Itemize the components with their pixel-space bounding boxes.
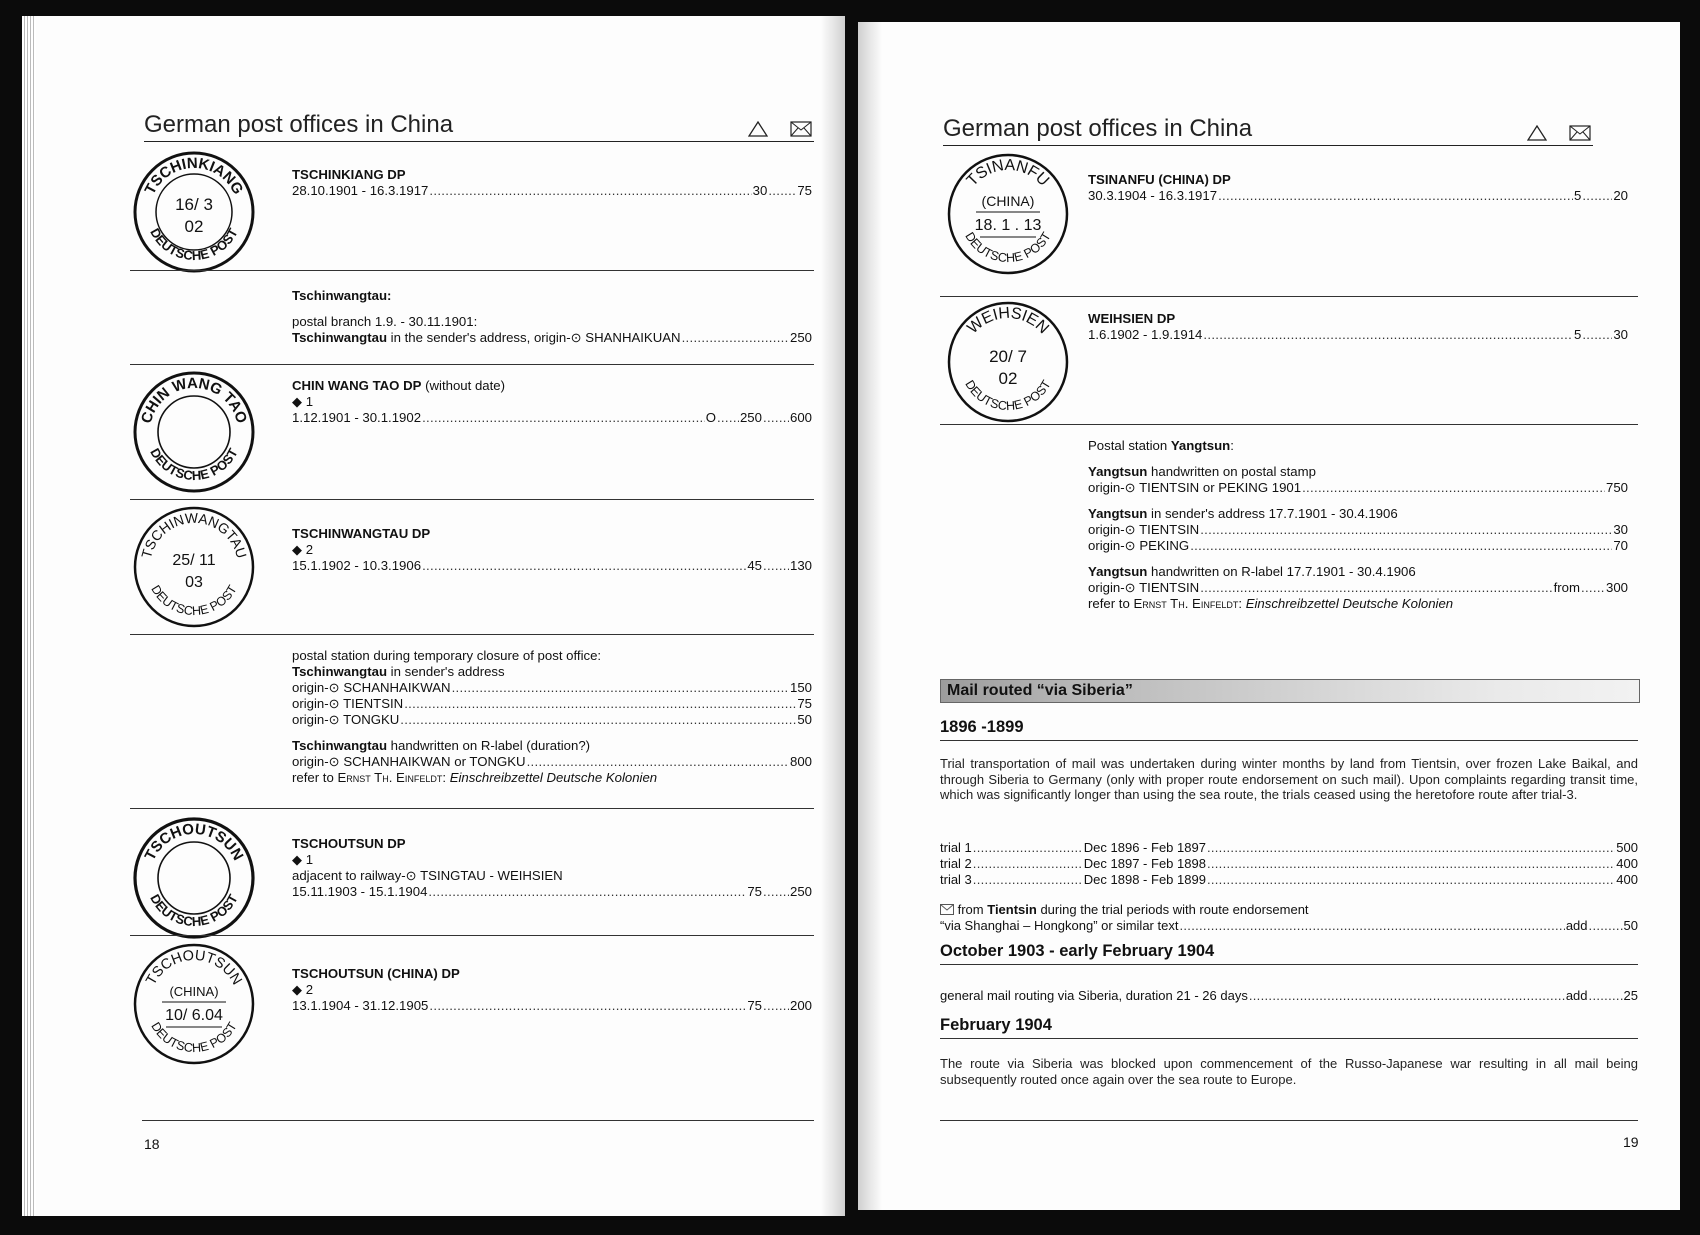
place-name: Tschinwangtau: [292, 330, 388, 345]
trial-row: [940, 840, 1638, 856]
place-note: handwritten on postal stamp: [1147, 464, 1316, 479]
date-range: 15.1.1902 - 10.3.1906: [292, 558, 422, 573]
price-line: [292, 712, 812, 728]
envelope-icon: [940, 904, 954, 915]
price-unused: O: [705, 410, 716, 425]
divider: [130, 935, 814, 936]
page-number: 18: [144, 1136, 160, 1152]
postmark-date: 20/ 7: [989, 347, 1027, 366]
section-heading-siberia: [940, 679, 1640, 703]
routing-text: general mail routing via Siberia, duration 21 - 26 days: [940, 988, 1248, 1003]
ref-prefix: refer to: [1088, 596, 1134, 611]
place-name: Yangtsun: [1170, 438, 1231, 453]
postmark-tschinwangtau: [132, 505, 256, 629]
price-value: 300: [1605, 580, 1628, 595]
date-range: 13.1.1904 - 31.12.1905: [292, 998, 429, 1013]
entry-weihsien: [1088, 311, 1628, 343]
trial-list: [940, 840, 1638, 888]
entry-chin-wang-tao: [292, 378, 812, 426]
price-cover: 5: [1573, 327, 1582, 342]
price-value: 250: [789, 330, 812, 345]
place-name: Tschinwangtau: [292, 738, 388, 753]
entry-tschoutsun: [292, 836, 812, 900]
trial-dates: Dec 1898 - Feb 1899: [1083, 872, 1206, 887]
heading-prefix: Postal station: [1088, 438, 1171, 453]
price-cover: 75: [747, 998, 762, 1013]
postmark-tschinkiang: [132, 150, 256, 274]
spine-shadow: [858, 22, 882, 1210]
divider: [130, 634, 814, 635]
date-range: 1.12.1901 - 30.1.1902: [292, 410, 422, 425]
postmark-date: 18. 1 . 13: [974, 217, 1042, 234]
trial-dates: Dec 1897 - Feb 1898: [1083, 856, 1206, 871]
reference-line: refer to Ernst Th. Einfeldt: Einschreibzettel Deutsche Kolonien: [292, 770, 658, 785]
right-page: [858, 22, 1680, 1210]
postmark-arc-bottom: DEUTSCHE POST: [148, 582, 240, 619]
ref-author: Ernst Th. Einfeldt: [337, 770, 443, 785]
type-marker: ◆ 2: [292, 542, 314, 557]
place-name: Yangtsun: [1088, 564, 1148, 579]
date-range: 28.10.1901 - 16.3.1917: [292, 183, 429, 198]
price-letter: 30: [1613, 327, 1628, 342]
price-value: 500: [1616, 840, 1638, 855]
origin-line: origin-⊙ SCHANHAIKWAN or TONGKU: [292, 754, 526, 769]
price-line: [292, 680, 812, 696]
postmark-arc-top: WEIHSIEN: [964, 304, 1052, 338]
price-value: 70: [1613, 538, 1628, 553]
price-line: [292, 998, 812, 1014]
postmark-arc-bottom: DEUTSCHE POST: [962, 377, 1054, 414]
reference-line: refer to Ernst Th. Einfeldt: Einschreibzettel Deutsche Kolonien: [1088, 596, 1454, 611]
origin-line: origin-⊙ PEKING: [1088, 538, 1190, 553]
price-cover: 250: [739, 410, 762, 425]
price-line: [940, 918, 1638, 934]
subheading-1904: February 1904: [940, 1016, 1638, 1039]
price-value: 400: [1616, 856, 1638, 871]
triangle-icon: [1527, 125, 1547, 141]
ref-prefix: refer to: [292, 770, 338, 785]
entry-tschinkiang: [292, 167, 812, 199]
price-line: [292, 754, 812, 770]
place-name: Tientsin: [987, 902, 1037, 917]
price-value: 150: [789, 680, 812, 695]
postmark-date: 10/ 6.04: [165, 1007, 223, 1024]
ref-author: Ernst Th. Einfeldt: [1133, 596, 1239, 611]
price-cover: 75: [747, 884, 762, 899]
price-line: [292, 558, 812, 574]
date-range: 30.3.1904 - 16.3.1917: [1088, 188, 1218, 203]
price-value: 25: [1623, 988, 1638, 1003]
price-line: [292, 884, 812, 900]
price-line: [292, 330, 812, 346]
footer-rule: [940, 1120, 1638, 1121]
type-marker: ◆ 1: [292, 852, 314, 867]
price-line: [1088, 580, 1628, 596]
env-note: during the trial periods with route endorsement: [1036, 902, 1309, 917]
postmark-weihsien: [946, 300, 1070, 424]
price-value: 800: [789, 754, 812, 769]
price-letter: 200: [789, 998, 812, 1013]
price-value: 50: [1623, 918, 1638, 933]
heading-suffix: :: [1230, 438, 1234, 453]
price-line: [1088, 327, 1628, 343]
postmark-date: 25/ 11: [172, 552, 216, 569]
postmark-arc-bottom: DEUTSCHE POST: [147, 445, 241, 484]
postmark-country: (CHINA): [169, 984, 219, 999]
entry-title: TSINANFU (CHINA) DP: [1088, 172, 1231, 187]
trial-row: [940, 856, 1638, 872]
price-value: 750: [1605, 480, 1628, 495]
env-prefix: from: [954, 902, 988, 917]
trial-label: trial 1: [940, 840, 972, 855]
entry-title: TSCHINKIANG DP: [292, 167, 406, 182]
page-title: German post offices in China: [943, 115, 1253, 142]
entry-tschinwangtau: [292, 526, 812, 574]
env-text: “via Shanghai – Hongkong” or similar text: [940, 918, 1179, 933]
entry-title: TSCHINWANGTAU DP: [292, 526, 431, 541]
place-note: handwritten on R-label (duration?): [387, 738, 591, 753]
intro-line: postal branch 1.9. - 30.11.1901:: [292, 314, 478, 329]
price-letter: 75: [797, 183, 812, 198]
postmark-arc-top: TSCHINWANGTAU: [137, 509, 251, 560]
trial-dates: Dec 1896 - Feb 1897: [1083, 840, 1206, 855]
postmark-date: 16/ 3: [175, 195, 213, 214]
entry-tsinanfu: [1088, 172, 1628, 204]
date-range: 15.11.1903 - 15.1.1904: [292, 884, 428, 899]
divider: [130, 499, 814, 500]
place-note: handwritten on R-label 17.7.1901 - 30.4.1906: [1147, 564, 1416, 579]
price-cover: 5: [1573, 188, 1582, 203]
price-line: [1088, 480, 1628, 496]
endorsement-line: [940, 902, 1638, 934]
divider: [940, 424, 1638, 425]
place-note: in sender's address 17.7.1901 - 30.4.1906: [1147, 506, 1398, 521]
price-cover: 45: [747, 558, 762, 573]
place-note: in sender's address: [387, 664, 505, 679]
postmark-arc-bottom: DEUTSCHE POST: [147, 891, 241, 930]
postmark-arc-bottom: DEUTSCHE POST: [148, 1019, 240, 1056]
price-value: 30: [1613, 522, 1628, 537]
price-letter: 130: [789, 558, 812, 573]
page-header: [144, 113, 814, 142]
entry-temporary-station: [292, 648, 812, 786]
type-marker: ◆ 1: [292, 394, 314, 409]
place-name: Yangtsun: [1088, 464, 1148, 479]
entry-title: TSCHOUTSUN DP: [292, 836, 406, 851]
origin-line: origin-⊙ TIENTSIN: [292, 696, 404, 711]
date-range: 1.6.1902 - 1.9.1914: [1088, 327, 1203, 342]
price-line: [1088, 522, 1628, 538]
origin-line: origin-⊙ TONGKU: [292, 712, 400, 727]
ref-title: Einschreibzettel Deutsche Kolonien: [1245, 596, 1454, 611]
postmark-tsinanfu: [946, 152, 1070, 276]
section-heading: Tschinwangtau:: [292, 288, 392, 303]
divider: [130, 364, 814, 365]
page-header: [943, 117, 1593, 146]
page-number: 19: [1623, 1134, 1639, 1150]
add-label: add: [1565, 918, 1588, 933]
entry-title: CHIN WANG TAO DP: [292, 378, 422, 393]
divider: [130, 808, 814, 809]
postmark-tschoutsun: [132, 816, 256, 940]
postmark-year: 02: [184, 217, 204, 236]
routing-line: [940, 988, 1638, 1004]
add-label: add: [1565, 988, 1588, 1003]
entry-tschinwangtau-branch: [292, 288, 812, 346]
origin-line: origin-⊙ TIENTSIN: [1088, 522, 1200, 537]
postmark-arc-top: CHIN WANG TAO: [137, 374, 251, 426]
origin-line: origin-⊙ TIENTSIN: [1088, 580, 1200, 595]
intro-line: postal station during temporary closure of post office:: [292, 648, 602, 663]
divider: [130, 270, 814, 271]
paragraph-blocked: The route via Siberia was blocked upon commencement of the Russo-Japanese war resulting in all mail being subsequently routed once again over the sea route to Europe.: [940, 1056, 1638, 1087]
postmark-arc-top: TSCHOUTSUN: [143, 947, 245, 988]
header-icons: [748, 121, 812, 137]
postmark-chin-wang-tao: [132, 370, 256, 494]
section-heading-text: Mail routed “via Siberia”: [947, 682, 1133, 699]
page-title: German post offices in China: [144, 111, 454, 138]
place-name: Tschinwangtau: [292, 664, 388, 679]
trial-label: trial 2: [940, 856, 972, 871]
subheading-1896: 1896 -1899: [940, 718, 1638, 741]
entry-title: TSCHOUTSUN (CHINA) DP: [292, 966, 460, 981]
trial-label: trial 3: [940, 872, 972, 887]
divider: [940, 296, 1638, 297]
title-note: (without date): [421, 378, 505, 393]
price-letter: 600: [789, 410, 812, 425]
postmark-arc-top: TSCHINKIANG: [141, 154, 247, 198]
trial-row: [940, 872, 1638, 888]
price-line: [1088, 188, 1628, 204]
price-cover: 30: [752, 183, 768, 198]
entry-title: WEIHSIEN DP: [1088, 311, 1176, 326]
triangle-icon: [748, 121, 768, 137]
place-note: in the sender's address, origin-⊙ SHANHAIKUAN: [387, 330, 681, 345]
postmark-year: 03: [185, 574, 203, 591]
origin-line: origin-⊙ SCHANHAIKWAN: [292, 680, 451, 695]
postmark-arc-bottom: DEUTSCHE POST: [147, 225, 241, 264]
postmark-arc-bottom: DEUTSCHE POST: [962, 229, 1054, 266]
price-letter: 20: [1613, 188, 1628, 203]
entry-note: adjacent to railway-⊙ TSINGTAU - WEIHSIEN: [292, 868, 563, 883]
spine-shadow: [821, 16, 845, 1216]
price-value: 400: [1616, 872, 1638, 887]
price-line: [1088, 538, 1628, 554]
price-line: [292, 410, 812, 426]
price-value: 75: [797, 696, 812, 711]
envelope-icon: [790, 121, 812, 137]
from-label: from: [1553, 580, 1580, 595]
page-edge: [22, 16, 36, 1216]
type-marker: ◆ 2: [292, 982, 314, 997]
paragraph-trials: Trial transportation of mail was undertaken during winter months by land from Tientsin, over frozen Lake Baikal, and through Siberia to Germany (only with proper route endorsement on such mail). Upon complaints regarding transit time, which was significantly longer than using the sea route, the trials ceased using the heretofore route after trial-3.: [940, 756, 1638, 802]
envelope-icon: [1569, 125, 1591, 141]
postmark-arc-top: TSINANFU: [963, 156, 1053, 190]
price-letter: 250: [789, 884, 812, 899]
entry-yangtsun: [1088, 438, 1628, 612]
ref-title: Einschreibzettel Deutsche Kolonien: [449, 770, 658, 785]
subheading-1903: October 1903 - early February 1904: [940, 942, 1638, 965]
price-line: [292, 696, 812, 712]
postmark-tschoutsun-china: [132, 942, 256, 1066]
postmark-year: 02: [998, 369, 1018, 388]
footer-rule: [142, 1120, 814, 1121]
postmark-country: (CHINA): [981, 193, 1035, 209]
origin-line: origin-⊙ TIENTSIN or PEKING 1901: [1088, 480, 1302, 495]
entry-tschoutsun-china: [292, 966, 812, 1014]
postmark-arc-top: TSCHOUTSUN: [141, 820, 247, 864]
price-line: [292, 183, 812, 199]
place-name: Yangtsun: [1088, 506, 1148, 521]
left-page: [22, 16, 845, 1216]
header-icons: [1527, 125, 1591, 141]
price-value: 50: [797, 712, 812, 727]
price-line: [940, 988, 1638, 1004]
